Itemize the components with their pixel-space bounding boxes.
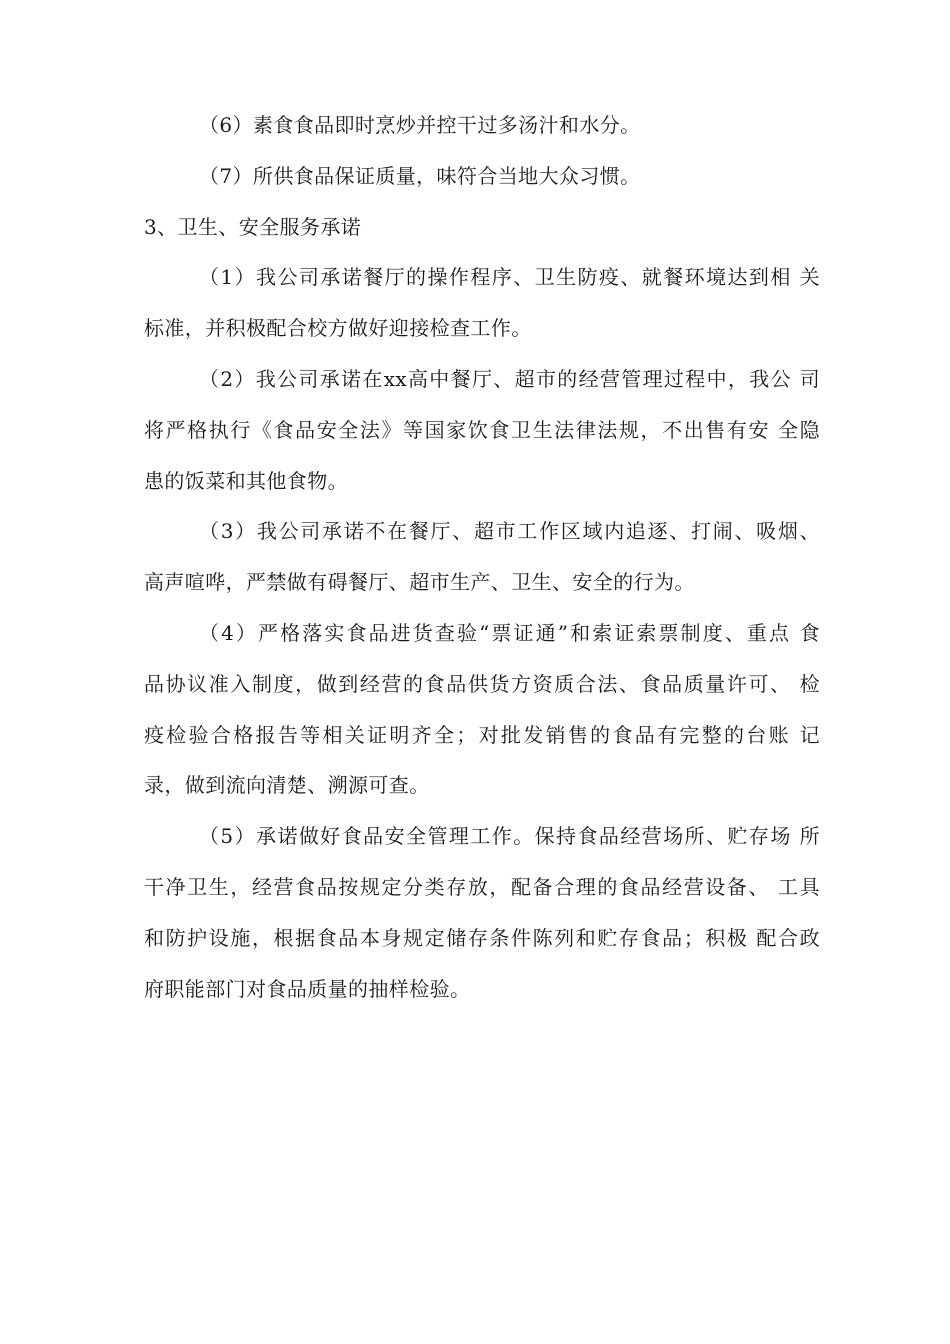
paragraph-line: （3）我公司承诺不在餐厅、超市工作区域内追逐、打闹、吸烟、: [199, 519, 820, 544]
paragraph-line: 和防护设施，根据食品本身规定储存条件陈列和贮存食品；积极 配合政: [144, 925, 820, 950]
paragraph-line: （5）承诺做好食品安全管理工作。保持食品经营场所、贮存场 所: [199, 824, 820, 849]
paragraph-line: 高声喧哗，严禁做有碍餐厅、超市生产、卫生、安全的行为。: [144, 570, 695, 595]
paragraph-line: 干净卫生，经营食品按规定分类存放，配备合理的食品经营设备、 工具: [144, 874, 820, 899]
paragraph-line: （6）素食食品即时烹炒并控干过多汤汁和水分。: [199, 113, 641, 137]
paragraph-line: （1）我公司承诺餐厅的操作程序、卫生防疫、就餐环境达到相 关: [199, 265, 820, 290]
paragraph-line: 录，做到流向清楚、溯源可查。: [144, 773, 430, 798]
paragraph-line: 患的饭菜和其他食物。: [144, 468, 348, 493]
paragraph-line: 品协议准入制度，做到经营的食品供货方资质合法、食品质量许可、 检: [144, 671, 820, 696]
document-body: [144, 100, 820, 1014]
paragraph-line: （7）所供食品保证质量，味符合当地大众习惯。: [199, 163, 641, 188]
section-heading: 3、卫生、安全服务承诺: [144, 214, 362, 239]
paragraph-line: 标准，并积极配合校方做好迎接检查工作。: [144, 316, 532, 341]
paragraph-line: 将严格执行《食品安全法》等国家饮食卫生法律法规，不出售有安 全隐: [144, 417, 820, 442]
paragraph-line: 疫检验合格报告等相关证明齐全；对批发销售的食品有完整的台账 记: [144, 722, 820, 747]
paragraph-line: 府职能部门对食品质量的抽样检验。: [144, 976, 471, 1001]
paragraph-line: （2）我公司承诺在xx高中餐厅、超市的经营管理过程中，我公 司: [199, 366, 820, 391]
paragraph-line: （4）严格落实食品进货查验“票证通”和索证索票制度、重点 食: [199, 620, 820, 645]
